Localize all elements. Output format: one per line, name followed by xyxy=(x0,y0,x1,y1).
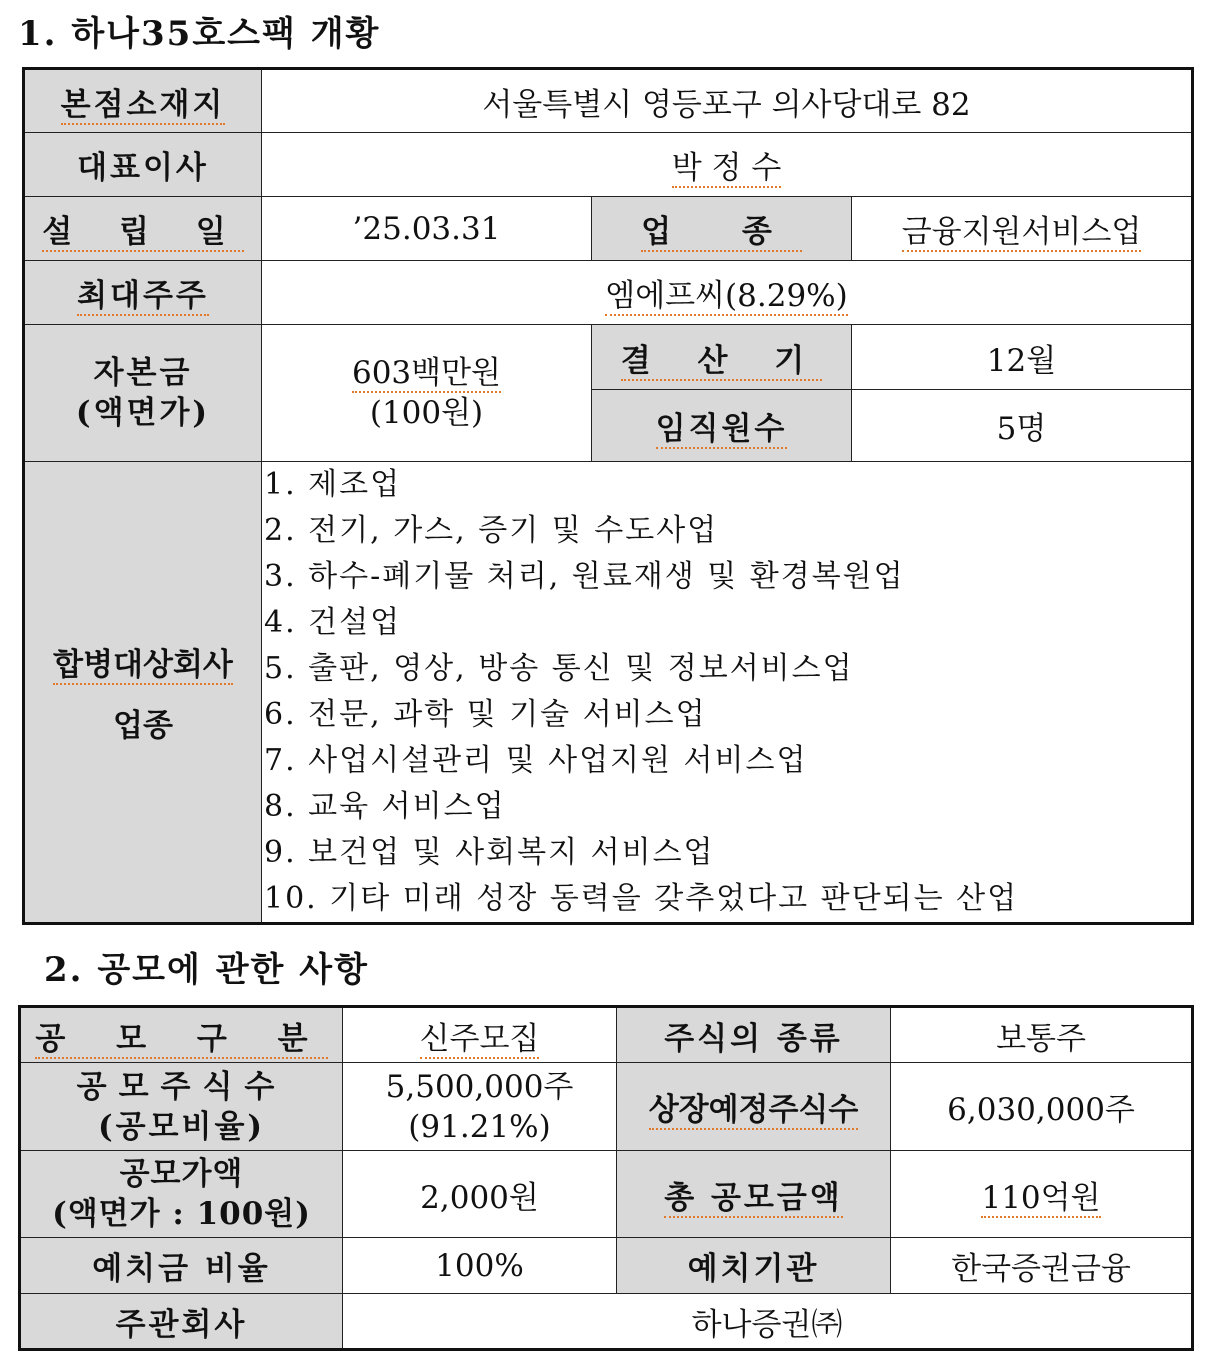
type-label: 공 모 구 분 xyxy=(20,1007,343,1063)
type-value: 신주모집 xyxy=(343,1007,617,1063)
table-row xyxy=(20,1007,1193,1063)
list-item: 5. 출판, 영상, 방송 통신 및 정보서비스업 xyxy=(264,651,854,686)
founded-label: 설 립 일 xyxy=(24,197,262,261)
table-row xyxy=(20,1151,1193,1238)
table-row xyxy=(24,197,1193,261)
underwriter-label: 주관회사 xyxy=(20,1294,343,1350)
section2-heading: 2. 공모에 관한 사항 xyxy=(44,950,369,990)
total-value: 110억원 xyxy=(891,1151,1193,1238)
industry-label: 업 종 xyxy=(592,197,852,261)
founded-value: ’25.03.31 xyxy=(262,197,592,261)
ceo-label: 대표이사 xyxy=(24,133,262,197)
list-item: 6. 전문, 과학 및 기술 서비스업 xyxy=(264,697,707,732)
table-row xyxy=(24,325,1193,390)
deposit-ratio-value: 100% xyxy=(343,1238,617,1294)
table-row xyxy=(20,1063,1193,1151)
merger-label: 합병대상회사 업종 xyxy=(24,462,262,924)
list-item: 10. 기타 미래 성장 동력을 갖추었다고 판단되는 산업 xyxy=(264,881,1019,916)
list-item: 1. 제조업 xyxy=(264,467,402,502)
capital-label: 자본금 (액면가) xyxy=(24,325,262,462)
deposit-inst-label: 예치기관 xyxy=(617,1238,891,1294)
fiscal-label: 결 산 기 xyxy=(592,325,852,390)
table-row xyxy=(24,133,1193,197)
hq-label: 본점소재지 xyxy=(24,69,262,133)
table-row xyxy=(24,462,1193,924)
ceo-value: 박 정 수 xyxy=(262,133,1193,197)
capital-value: 603백만원 (100원) xyxy=(262,325,592,462)
fiscal-value: 12월 xyxy=(852,325,1193,390)
deposit-ratio-label: 예치금 비율 xyxy=(20,1238,343,1294)
stock-kind-label: 주식의 종류 xyxy=(617,1007,891,1063)
list-item: 8. 교육 서비스업 xyxy=(264,789,506,824)
price-value: 2,000원 xyxy=(343,1151,617,1238)
table-row xyxy=(24,261,1193,325)
merger-industry-list xyxy=(262,462,1193,924)
price-label: 공모가액 (액면가 : 100원) xyxy=(20,1151,343,1238)
list-item: 9. 보건업 및 사회복지 서비스업 xyxy=(264,835,715,870)
stock-kind-value: 보통주 xyxy=(891,1007,1193,1063)
listing-label: 상장예정주식수 xyxy=(617,1063,891,1151)
listing-value: 6,030,000주 xyxy=(891,1063,1193,1151)
table-row xyxy=(24,69,1193,133)
section1-heading: 1. 하나35호스팩 개황 xyxy=(18,14,381,54)
shares-label: 공모주식수 (공모비율) xyxy=(20,1063,343,1151)
table-row xyxy=(20,1294,1193,1350)
list-item: 2. 전기, 가스, 증기 및 수도사업 xyxy=(264,513,719,548)
list-item: 4. 건설업 xyxy=(264,605,402,640)
employees-label: 임직원수 xyxy=(592,390,852,462)
shares-value: 5,500,000주 (91.21%) xyxy=(343,1063,617,1151)
employees-value: 5명 xyxy=(852,390,1193,462)
deposit-inst-value: 한국증권금융 xyxy=(891,1238,1193,1294)
underwriter-value: 하나증권㈜ xyxy=(343,1294,1193,1350)
list-item: 3. 하수-폐기물 처리, 원료재생 및 환경복원업 xyxy=(264,559,905,594)
list-item: 7. 사업시설관리 및 사업지원 서비스업 xyxy=(264,743,808,778)
table-row xyxy=(20,1238,1193,1294)
offering-table xyxy=(18,1005,1194,1351)
industry-value: 금융지원서비스업 xyxy=(852,197,1193,261)
shareholder-label: 최대주주 xyxy=(24,261,262,325)
total-label: 총 공모금액 xyxy=(617,1151,891,1238)
hq-value: 서울특별시 영등포구 의사당대로 82 xyxy=(262,69,1193,133)
shareholder-value: 엠에프씨(8.29%) xyxy=(262,261,1193,325)
company-overview-table xyxy=(22,67,1194,925)
